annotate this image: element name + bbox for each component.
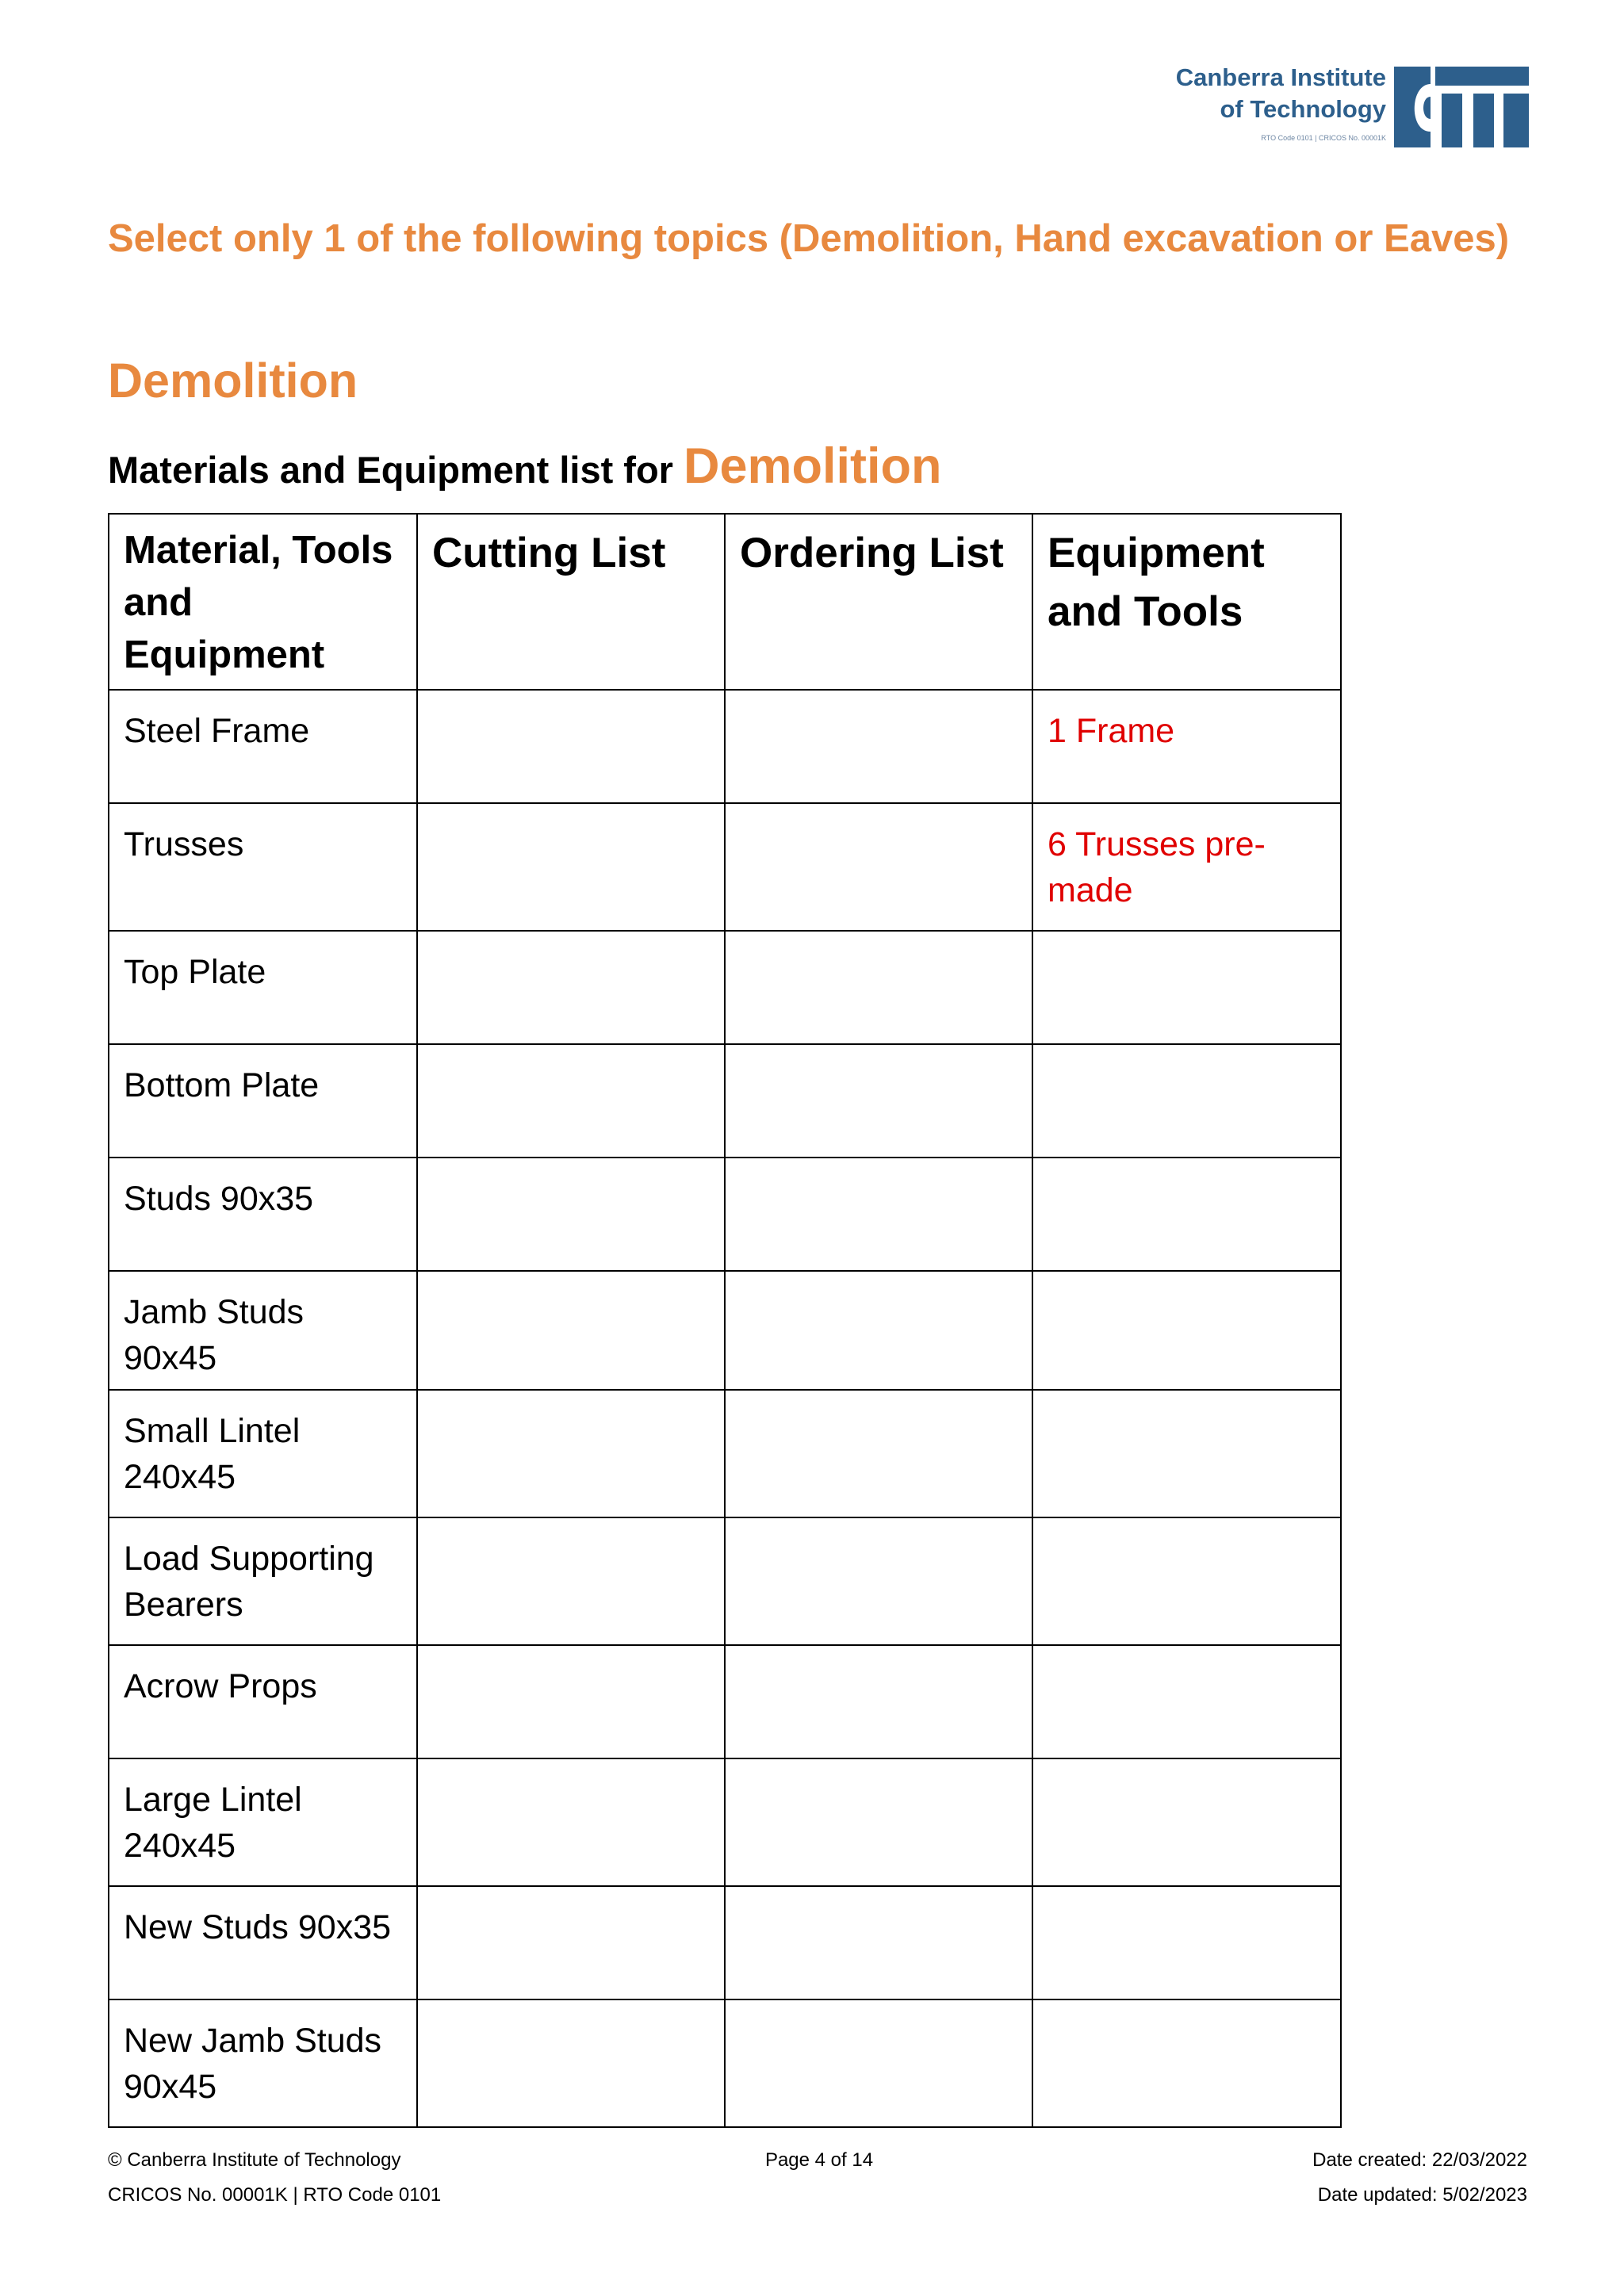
- materials-table: [108, 513, 1342, 2128]
- table-row: [109, 931, 1341, 1044]
- header-equipment-tools: Equipment and Tools: [1032, 514, 1341, 690]
- table-row: [109, 1158, 1341, 1271]
- material-cell: Top Plate: [109, 931, 417, 1044]
- cutting-cell[interactable]: [417, 1758, 725, 1886]
- ordering-cell[interactable]: [725, 803, 1032, 931]
- ordering-cell[interactable]: [725, 1271, 1032, 1390]
- footer-cricos: CRICOS No. 00001K | RTO Code 0101: [108, 2184, 442, 2206]
- header-material: Material, Tools and Equipment: [109, 514, 417, 690]
- material-cell: New Studs 90x35: [109, 1886, 417, 1999]
- ordering-cell[interactable]: [725, 1758, 1032, 1886]
- ordering-cell[interactable]: [725, 1158, 1032, 1271]
- material-cell: Trusses: [109, 803, 417, 931]
- material-cell: Bottom Plate: [109, 1044, 417, 1158]
- material-cell: New Jamb Studs 90x45: [109, 1999, 417, 2127]
- cutting-cell[interactable]: [417, 1645, 725, 1758]
- cit-logo-mark: [1394, 67, 1529, 147]
- equipment-cell[interactable]: 6 Trusses pre-made: [1032, 803, 1341, 931]
- material-cell: Jamb Studs 90x45: [109, 1271, 417, 1390]
- cit-logo: [1148, 62, 1529, 151]
- table-row: [109, 803, 1341, 931]
- table-header-row: [109, 514, 1341, 690]
- section-subtitle: [108, 434, 942, 502]
- equipment-cell[interactable]: [1032, 1517, 1341, 1645]
- equipment-cell[interactable]: [1032, 1886, 1341, 1999]
- cutting-cell[interactable]: [417, 1886, 725, 1999]
- equipment-cell[interactable]: [1032, 931, 1341, 1044]
- equipment-cell[interactable]: [1032, 1645, 1341, 1758]
- ordering-cell[interactable]: [725, 1517, 1032, 1645]
- ordering-cell[interactable]: [725, 1999, 1032, 2127]
- ordering-cell[interactable]: [725, 1886, 1032, 1999]
- cutting-cell[interactable]: [417, 803, 725, 931]
- equipment-cell[interactable]: [1032, 1044, 1341, 1158]
- equipment-cell[interactable]: [1032, 1271, 1341, 1390]
- ordering-cell[interactable]: [725, 1390, 1032, 1517]
- logo-wordmark: [1148, 62, 1386, 125]
- material-cell: Load Supporting Bearers: [109, 1517, 417, 1645]
- cutting-cell[interactable]: [417, 690, 725, 803]
- material-cell: Small Lintel 240x45: [109, 1390, 417, 1517]
- logo-line-1: Canberra Institute: [1175, 63, 1386, 91]
- page-title: Demolition: [108, 354, 358, 408]
- ordering-cell[interactable]: [725, 1645, 1032, 1758]
- table-row: [109, 1886, 1341, 1999]
- logo-line-2: of Technology: [1220, 95, 1386, 123]
- cutting-cell[interactable]: [417, 931, 725, 1044]
- equipment-cell[interactable]: [1032, 1158, 1341, 1271]
- cutting-cell[interactable]: [417, 1390, 725, 1517]
- table-row: [109, 1758, 1341, 1886]
- table-row: [109, 690, 1341, 803]
- ordering-cell[interactable]: [725, 690, 1032, 803]
- table-row: [109, 1645, 1341, 1758]
- table-row: [109, 1271, 1341, 1390]
- footer-date-created: Date created: 22/03/2022: [1312, 2149, 1527, 2171]
- subtitle-prefix: Materials and Equipment list for: [108, 449, 684, 491]
- table-row: [109, 1517, 1341, 1645]
- ordering-cell[interactable]: [725, 931, 1032, 1044]
- cutting-cell[interactable]: [417, 1158, 725, 1271]
- ordering-cell[interactable]: [725, 1044, 1032, 1158]
- header-cutting-list: Cutting List: [417, 514, 725, 690]
- material-cell: Large Lintel 240x45: [109, 1758, 417, 1886]
- table-row: [109, 1044, 1341, 1158]
- cutting-cell[interactable]: [417, 1999, 725, 2127]
- logo-small-print: RTO Code 0101 | CRICOS No. 00001K: [1261, 134, 1386, 142]
- equipment-cell[interactable]: [1032, 1999, 1341, 2127]
- topic-instruction: Select only 1 of the following topics (Demolition, Hand excavation or Eaves): [108, 217, 1510, 260]
- equipment-cell[interactable]: [1032, 1390, 1341, 1517]
- cutting-cell[interactable]: [417, 1271, 725, 1390]
- footer-page-number: Page 4 of 14: [764, 2149, 874, 2171]
- table-row: [109, 1999, 1341, 2127]
- material-cell: Acrow Props: [109, 1645, 417, 1758]
- footer-copyright: © Canberra Institute of Technology: [108, 2149, 401, 2171]
- equipment-cell[interactable]: 1 Frame: [1032, 690, 1341, 803]
- table-row: [109, 1390, 1341, 1517]
- equipment-cell[interactable]: [1032, 1758, 1341, 1886]
- material-cell: Studs 90x35: [109, 1158, 417, 1271]
- subtitle-topic: Demolition: [684, 438, 942, 494]
- header-ordering-list: Ordering List: [725, 514, 1032, 690]
- material-cell: Steel Frame: [109, 690, 417, 803]
- footer-date-updated: Date updated: 5/02/2023: [1317, 2184, 1527, 2206]
- cutting-cell[interactable]: [417, 1517, 725, 1645]
- cutting-cell[interactable]: [417, 1044, 725, 1158]
